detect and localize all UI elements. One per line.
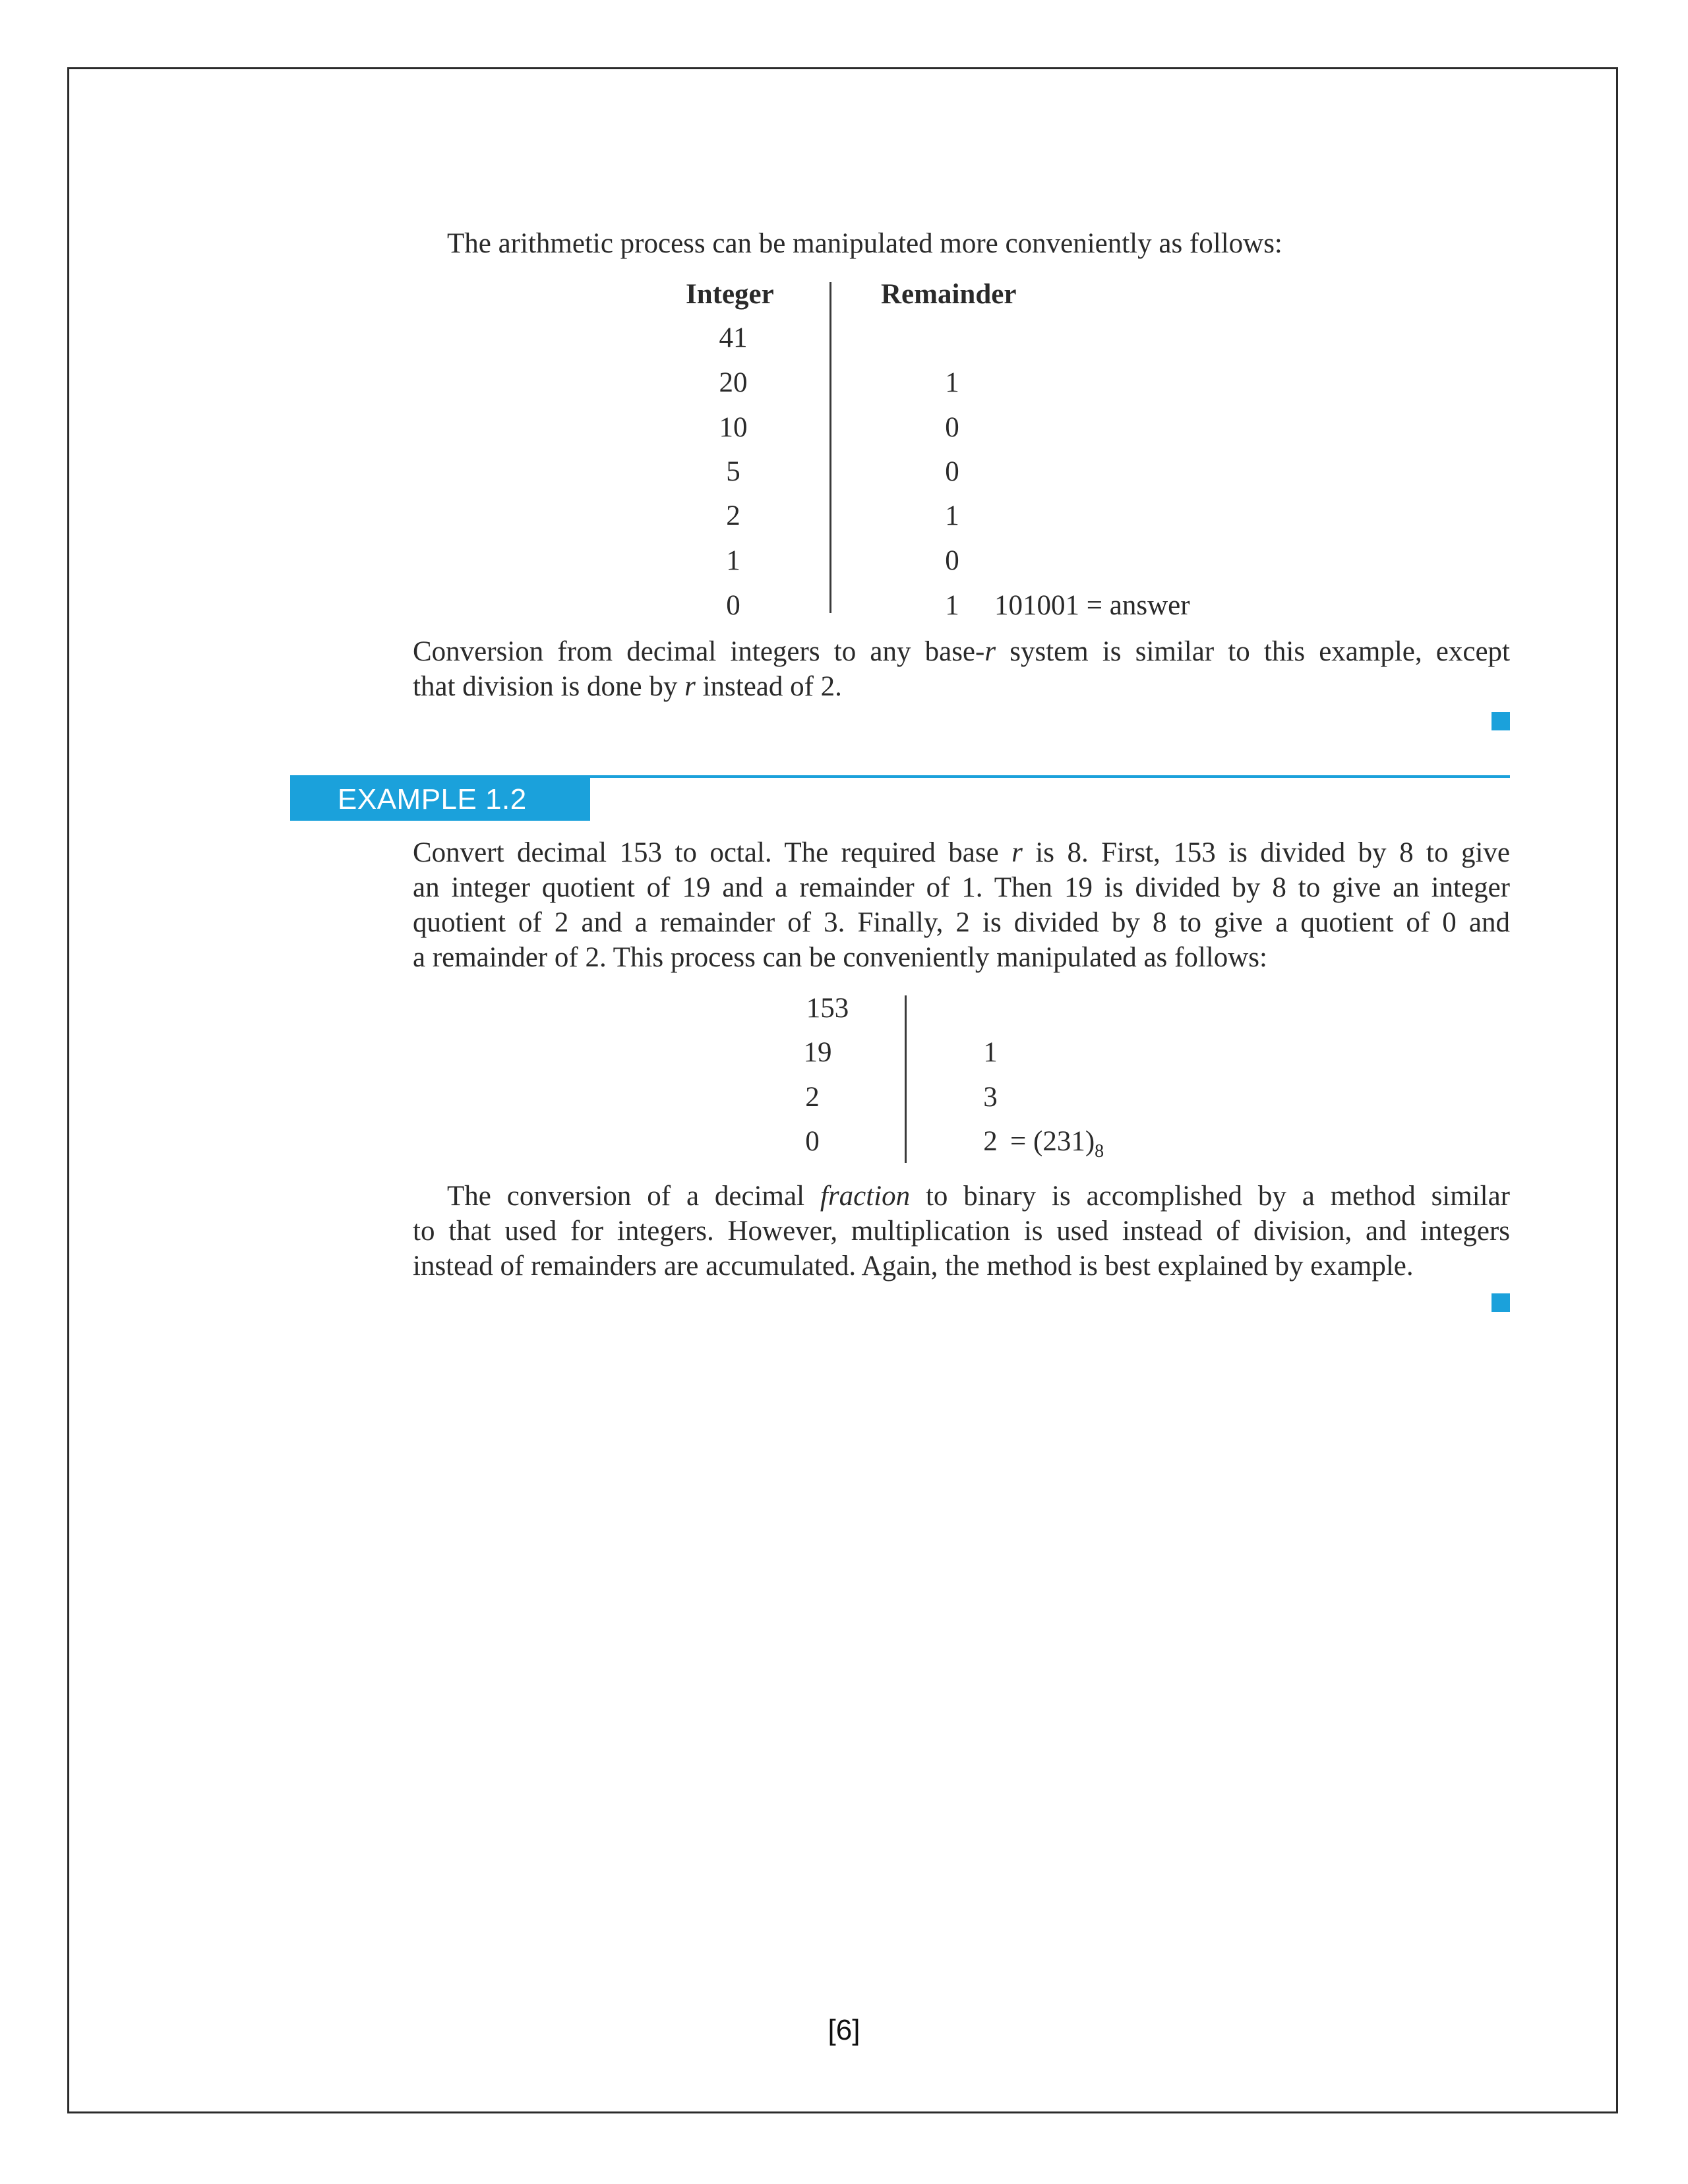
table1-integer: 41 [719, 322, 748, 353]
table1-integer: 5 [726, 456, 740, 487]
intro-line: The arithmetic process can be manipulated more conveniently as follows: [447, 228, 1282, 259]
table2-remainder: 3 [983, 1082, 998, 1113]
page-number: [6] [828, 2014, 860, 2046]
table1-integer: 1 [726, 545, 740, 576]
table1-integer: 0 [726, 590, 740, 621]
example-label: EXAMPLE 1.2 [290, 778, 590, 821]
table2-integer: 0 [805, 1126, 820, 1157]
fraction-line-1: The conversion of a decimal fraction to binary is accomplished by a method similar [447, 1181, 1510, 1212]
example-line-1: Convert decimal 153 to octal. The required base r is 8. First, 153 is divided by 8 to give [413, 837, 1510, 868]
table1-divider [829, 282, 831, 613]
table1-integer: 20 [719, 367, 748, 398]
table1-integer: 2 [726, 500, 740, 531]
fraction-line-3: instead of remainders are accumulated. Again, the method is best explained by example. [413, 1251, 1414, 1282]
table2-remainder: 1 [983, 1037, 998, 1068]
table2-result [1010, 1125, 1104, 1168]
table1-integer: 10 [719, 412, 748, 443]
table1-remainder: 1 [945, 590, 959, 621]
fraction-line-2: to that used for integers. However, multiplication is used instead of division, and integers [413, 1216, 1510, 1247]
conversion-line-2: that division is done by r instead of 2. [413, 671, 842, 702]
fraction-paragraph [413, 1179, 1510, 1284]
example-line-4: a remainder of 2. This process can be conveniently manipulated as follows: [413, 942, 1267, 973]
end-of-example-marker [1492, 712, 1510, 730]
table1-header-integer: Integer [686, 279, 774, 310]
conversion-paragraph [413, 634, 1510, 704]
intro-paragraph [447, 226, 1436, 261]
table1-remainder: 1 [945, 367, 959, 398]
table1-answer: 101001 = answer [994, 590, 1190, 621]
table2-result-eq: = (231) [1010, 1126, 1095, 1157]
table2-integer: 153 [806, 993, 849, 1024]
table2-result-base: 8 [1095, 1141, 1104, 1162]
table2-divider [905, 995, 907, 1163]
table2-integer: 19 [803, 1037, 832, 1068]
end-of-section-marker [1492, 1293, 1510, 1312]
example-paragraph [413, 835, 1510, 975]
table2-remainder: 2 [983, 1126, 998, 1157]
table2-integer: 2 [805, 1082, 820, 1113]
table1-header-remainder: Remainder [881, 279, 1017, 310]
conversion-line-1: Conversion from decimal integers to any base-r system is similar to this example, except [413, 636, 1510, 667]
table1-remainder: 1 [945, 500, 959, 531]
table1-remainder: 0 [945, 545, 959, 576]
table1-remainder: 0 [945, 456, 959, 487]
table1-remainder: 0 [945, 412, 959, 443]
example-line-2: an integer quotient of 19 and a remainder of 1. Then 19 is divided by 8 to give an integer [413, 872, 1510, 903]
example-line-3: quotient of 2 and a remainder of 3. Finally, 2 is divided by 8 to give a quotient of 0 and [413, 907, 1510, 938]
